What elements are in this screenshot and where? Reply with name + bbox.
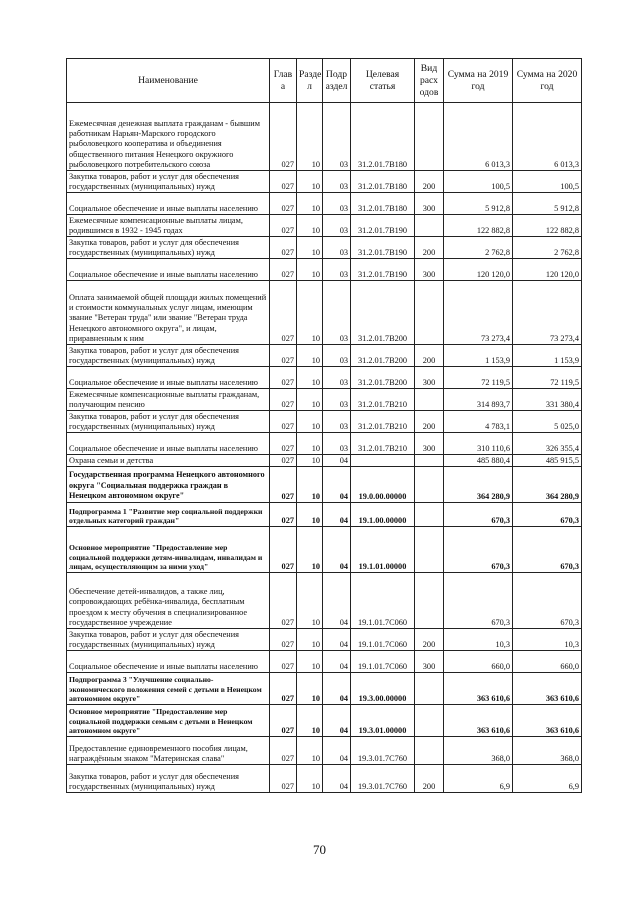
cell-name: Основное мероприятие "Предоставление мер социальной поддержки семьям с детьми в Ненецком автономном округе" — [67, 705, 270, 737]
cell-sum2020: 660,0 — [513, 651, 582, 673]
cell-podrazdel: 03 — [323, 389, 351, 411]
cell-razdel: 10 — [297, 705, 323, 737]
header-podrazdel: Подр аздел — [323, 59, 351, 103]
cell-razdel: 10 — [297, 673, 323, 705]
header-sum-2019: Сумма на 2019 год — [444, 59, 513, 103]
cell-podrazdel: 03 — [323, 433, 351, 455]
table-row — [67, 503, 582, 527]
cell-name: Оплата занимаемой общей площади жилых помещений и стоимости коммунальных услуг лицам, имеющим звание "Ветеран труда" или звание "Ветеран труда Ненецкого автономного округа", и лицам, приравненным к ним — [67, 281, 270, 345]
cell-target: 19.0.00.00000 — [351, 467, 415, 503]
cell-podrazdel: 03 — [323, 215, 351, 237]
cell-target: 19.3.01.7С760 — [351, 765, 415, 793]
cell-sum2020: 363 610,6 — [513, 705, 582, 737]
table-row — [67, 455, 582, 467]
cell-target: 31.2.01.7В190 — [351, 259, 415, 281]
cell-target: 31.2.01.7В190 — [351, 237, 415, 259]
table-row — [67, 411, 582, 433]
cell-target: 19.3.00.00000 — [351, 673, 415, 705]
cell-sum2019: 2 762,8 — [444, 237, 513, 259]
budget-table — [66, 58, 582, 793]
cell-podrazdel: 03 — [323, 345, 351, 367]
cell-glava: 027 — [270, 573, 297, 629]
cell-glava: 027 — [270, 237, 297, 259]
cell-target: 31.2.01.7В210 — [351, 389, 415, 411]
cell-name: Закупка товаров, работ и услуг для обеспечения государственных (муниципальных) нужд — [67, 411, 270, 433]
cell-podrazdel: 04 — [323, 573, 351, 629]
cell-vid — [415, 673, 444, 705]
header-vid: Вид расх одов — [415, 59, 444, 103]
cell-name: Закупка товаров, работ и услуг для обеспечения государственных (муниципальных) нужд — [67, 765, 270, 793]
cell-razdel: 10 — [297, 765, 323, 793]
cell-target: 19.1.01.00000 — [351, 527, 415, 573]
table-row — [67, 433, 582, 455]
header-target: Целевая статья — [351, 59, 415, 103]
cell-glava: 027 — [270, 629, 297, 651]
cell-vid: 200 — [415, 629, 444, 651]
cell-sum2020: 2 762,8 — [513, 237, 582, 259]
cell-sum2020: 670,3 — [513, 503, 582, 527]
cell-name: Ежемесячные компенсационные выплаты лицам, родившимся в 1932 - 1945 годах — [67, 215, 270, 237]
cell-target: 19.1.00.00000 — [351, 503, 415, 527]
cell-podrazdel: 03 — [323, 367, 351, 389]
cell-target: 19.3.01.00000 — [351, 705, 415, 737]
cell-vid — [415, 503, 444, 527]
cell-glava: 027 — [270, 171, 297, 193]
table-body — [67, 103, 582, 793]
header-sum-2020: Сумма на 2020 год — [513, 59, 582, 103]
cell-sum2019: 660,0 — [444, 651, 513, 673]
cell-razdel: 10 — [297, 737, 323, 765]
cell-glava: 027 — [270, 455, 297, 467]
cell-sum2020: 73 273,4 — [513, 281, 582, 345]
cell-name: Социальное обеспечение и иные выплаты населению — [67, 651, 270, 673]
table-row — [67, 705, 582, 737]
page-number: 70 — [313, 842, 326, 857]
table-header-row — [67, 59, 582, 103]
cell-sum2019: 6,9 — [444, 765, 513, 793]
cell-target: 31.2.01.7В210 — [351, 411, 415, 433]
cell-podrazdel: 03 — [323, 237, 351, 259]
cell-vid — [415, 455, 444, 467]
cell-sum2019: 10,3 — [444, 629, 513, 651]
cell-vid: 200 — [415, 765, 444, 793]
cell-razdel: 10 — [297, 103, 323, 171]
cell-target: 19.1.01.7С060 — [351, 629, 415, 651]
cell-sum2019: 364 280,9 — [444, 467, 513, 503]
cell-razdel: 10 — [297, 503, 323, 527]
cell-sum2020: 368,0 — [513, 737, 582, 765]
cell-sum2020: 5 025,0 — [513, 411, 582, 433]
cell-razdel: 10 — [297, 573, 323, 629]
cell-glava: 027 — [270, 765, 297, 793]
cell-name: Закупка товаров, работ и услуг для обеспечения государственных (муниципальных) нужд — [67, 629, 270, 651]
cell-sum2020: 485 915,5 — [513, 455, 582, 467]
cell-sum2019: 670,3 — [444, 573, 513, 629]
cell-sum2019: 122 882,8 — [444, 215, 513, 237]
table-row — [67, 629, 582, 651]
table-row — [67, 171, 582, 193]
table-row — [67, 573, 582, 629]
cell-sum2019: 485 880,4 — [444, 455, 513, 467]
cell-name: Ежемесячная денежная выплата гражданам - бывшим работникам Нарьян-Марского городского рыболовецкого кооператива и объединения общественного питания Ненецкого окружного рыболовецкого потребительского союза — [67, 103, 270, 171]
cell-vid: 200 — [415, 411, 444, 433]
cell-sum2019: 5 912,8 — [444, 193, 513, 215]
cell-target: 19.3.01.7С760 — [351, 737, 415, 765]
cell-podrazdel: 04 — [323, 467, 351, 503]
table-row — [67, 215, 582, 237]
cell-podrazdel: 04 — [323, 737, 351, 765]
cell-vid: 200 — [415, 237, 444, 259]
cell-razdel: 10 — [297, 433, 323, 455]
table-row — [67, 673, 582, 705]
cell-target: 31.2.01.7В180 — [351, 171, 415, 193]
cell-target: 31.2.01.7В200 — [351, 345, 415, 367]
cell-sum2019: 100,5 — [444, 171, 513, 193]
cell-razdel: 10 — [297, 389, 323, 411]
header-name: Наименование — [67, 59, 270, 103]
cell-name: Закупка товаров, работ и услуг для обеспечения государственных (муниципальных) нужд — [67, 345, 270, 367]
cell-vid — [415, 281, 444, 345]
cell-glava: 027 — [270, 705, 297, 737]
cell-podrazdel: 03 — [323, 411, 351, 433]
cell-glava: 027 — [270, 103, 297, 171]
cell-podrazdel: 04 — [323, 503, 351, 527]
cell-podrazdel: 03 — [323, 281, 351, 345]
cell-podrazdel: 04 — [323, 765, 351, 793]
cell-target: 31.2.01.7В200 — [351, 367, 415, 389]
cell-vid — [415, 573, 444, 629]
table-row — [67, 367, 582, 389]
cell-sum2020: 1 153,9 — [513, 345, 582, 367]
cell-glava: 027 — [270, 651, 297, 673]
header-glava: Глав а — [270, 59, 297, 103]
cell-razdel: 10 — [297, 193, 323, 215]
cell-target — [351, 455, 415, 467]
cell-glava: 027 — [270, 737, 297, 765]
cell-sum2019: 73 273,4 — [444, 281, 513, 345]
cell-vid: 300 — [415, 259, 444, 281]
cell-sum2019: 120 120,0 — [444, 259, 513, 281]
cell-podrazdel: 03 — [323, 259, 351, 281]
cell-sum2020: 5 912,8 — [513, 193, 582, 215]
cell-name: Закупка товаров, работ и услуг для обеспечения государственных (муниципальных) нужд — [67, 237, 270, 259]
cell-podrazdel: 03 — [323, 171, 351, 193]
cell-glava: 027 — [270, 503, 297, 527]
cell-target: 31.2.01.7В200 — [351, 281, 415, 345]
cell-sum2020: 670,3 — [513, 573, 582, 629]
cell-glava: 027 — [270, 367, 297, 389]
cell-razdel: 10 — [297, 237, 323, 259]
cell-glava: 027 — [270, 215, 297, 237]
cell-sum2019: 72 119,5 — [444, 367, 513, 389]
cell-sum2019: 1 153,9 — [444, 345, 513, 367]
cell-name: Подпрограмма 1 "Развитие мер социальной поддержки отдельных категорий граждан" — [67, 503, 270, 527]
cell-name: Охрана семьи и детства — [67, 455, 270, 467]
cell-podrazdel: 03 — [323, 103, 351, 171]
cell-sum2020: 364 280,9 — [513, 467, 582, 503]
cell-sum2020: 363 610,6 — [513, 673, 582, 705]
cell-razdel: 10 — [297, 467, 323, 503]
cell-podrazdel: 04 — [323, 705, 351, 737]
cell-razdel: 10 — [297, 281, 323, 345]
cell-vid — [415, 103, 444, 171]
cell-glava: 027 — [270, 389, 297, 411]
cell-vid — [415, 737, 444, 765]
table-row — [67, 765, 582, 793]
cell-glava: 027 — [270, 259, 297, 281]
cell-sum2020: 10,3 — [513, 629, 582, 651]
cell-vid — [415, 527, 444, 573]
cell-podrazdel: 04 — [323, 629, 351, 651]
cell-sum2020: 6,9 — [513, 765, 582, 793]
cell-podrazdel: 04 — [323, 673, 351, 705]
cell-razdel: 10 — [297, 651, 323, 673]
cell-name: Предоставление единовременного пособия лицам, награждённым знаком "Материнская слава" — [67, 737, 270, 765]
cell-vid — [415, 389, 444, 411]
cell-sum2019: 310 110,6 — [444, 433, 513, 455]
cell-name: Государственная программа Ненецкого автономного округа "Социальная поддержка граждан в Ненецком автономном округе" — [67, 467, 270, 503]
cell-name: Социальное обеспечение и иные выплаты населению — [67, 193, 270, 215]
cell-podrazdel: 04 — [323, 651, 351, 673]
cell-sum2019: 363 610,6 — [444, 673, 513, 705]
cell-razdel: 10 — [297, 455, 323, 467]
cell-vid: 300 — [415, 367, 444, 389]
cell-sum2020: 120 120,0 — [513, 259, 582, 281]
cell-glava: 027 — [270, 673, 297, 705]
cell-sum2019: 670,3 — [444, 527, 513, 573]
cell-name: Основное мероприятие "Предоставление мер социальной поддержки детям-инвалидам, инвалидам и лицам, осуществляющим за ними уход" — [67, 527, 270, 573]
header-razdel: Разде л — [297, 59, 323, 103]
cell-sum2020: 670,3 — [513, 527, 582, 573]
cell-razdel: 10 — [297, 629, 323, 651]
table-row — [67, 237, 582, 259]
table-row — [67, 281, 582, 345]
table-row — [67, 737, 582, 765]
cell-glava: 027 — [270, 281, 297, 345]
table-row — [67, 259, 582, 281]
cell-vid: 200 — [415, 171, 444, 193]
table-row — [67, 527, 582, 573]
cell-podrazdel: 04 — [323, 455, 351, 467]
cell-glava: 027 — [270, 345, 297, 367]
cell-target: 31.2.01.7В190 — [351, 215, 415, 237]
table-row — [67, 651, 582, 673]
cell-razdel: 10 — [297, 171, 323, 193]
cell-sum2019: 368,0 — [444, 737, 513, 765]
cell-vid: 200 — [415, 345, 444, 367]
cell-name: Закупка товаров, работ и услуг для обеспечения государственных (муниципальных) нужд — [67, 171, 270, 193]
cell-target: 19.1.01.7С060 — [351, 651, 415, 673]
cell-name: Социальное обеспечение и иные выплаты населению — [67, 433, 270, 455]
cell-target: 31.2.01.7В180 — [351, 103, 415, 171]
cell-target: 19.1.01.7С060 — [351, 573, 415, 629]
table-row — [67, 389, 582, 411]
cell-podrazdel: 03 — [323, 193, 351, 215]
cell-podrazdel: 04 — [323, 527, 351, 573]
cell-sum2019: 363 610,6 — [444, 705, 513, 737]
cell-razdel: 10 — [297, 367, 323, 389]
cell-glava: 027 — [270, 527, 297, 573]
table-row — [67, 103, 582, 171]
cell-vid — [415, 705, 444, 737]
cell-vid: 300 — [415, 651, 444, 673]
cell-sum2020: 100,5 — [513, 171, 582, 193]
cell-glava: 027 — [270, 411, 297, 433]
cell-sum2020: 326 355,4 — [513, 433, 582, 455]
cell-sum2019: 314 893,7 — [444, 389, 513, 411]
cell-sum2020: 331 380,4 — [513, 389, 582, 411]
cell-target: 31.2.01.7В180 — [351, 193, 415, 215]
cell-name: Ежемесячные компенсационные выплаты гражданам, получающим пенсию — [67, 389, 270, 411]
cell-razdel: 10 — [297, 411, 323, 433]
cell-vid: 300 — [415, 433, 444, 455]
cell-vid: 300 — [415, 193, 444, 215]
cell-glava: 027 — [270, 467, 297, 503]
cell-name: Подпрограмма 3 "Улучшение социально-экономического положения семей с детьми в Ненецком автономном округе" — [67, 673, 270, 705]
cell-razdel: 10 — [297, 527, 323, 573]
cell-vid — [415, 467, 444, 503]
cell-razdel: 10 — [297, 215, 323, 237]
cell-name: Обеспечение детей-инвалидов, а также лиц, сопровождающих ребёнка-инвалида, бесплатным проездом к месту обучения в специализированное государственное учреждение — [67, 573, 270, 629]
cell-sum2020: 122 882,8 — [513, 215, 582, 237]
table-row — [67, 345, 582, 367]
cell-sum2020: 6 013,3 — [513, 103, 582, 171]
cell-sum2019: 4 783,1 — [444, 411, 513, 433]
cell-sum2019: 670,3 — [444, 503, 513, 527]
table-row — [67, 193, 582, 215]
cell-target: 31.2.01.7В210 — [351, 433, 415, 455]
cell-razdel: 10 — [297, 345, 323, 367]
cell-sum2020: 72 119,5 — [513, 367, 582, 389]
cell-glava: 027 — [270, 193, 297, 215]
cell-name: Социальное обеспечение и иные выплаты населению — [67, 367, 270, 389]
cell-vid — [415, 215, 444, 237]
cell-name: Социальное обеспечение и иные выплаты населению — [67, 259, 270, 281]
cell-razdel: 10 — [297, 259, 323, 281]
table-row — [67, 467, 582, 503]
cell-sum2019: 6 013,3 — [444, 103, 513, 171]
cell-glava: 027 — [270, 433, 297, 455]
